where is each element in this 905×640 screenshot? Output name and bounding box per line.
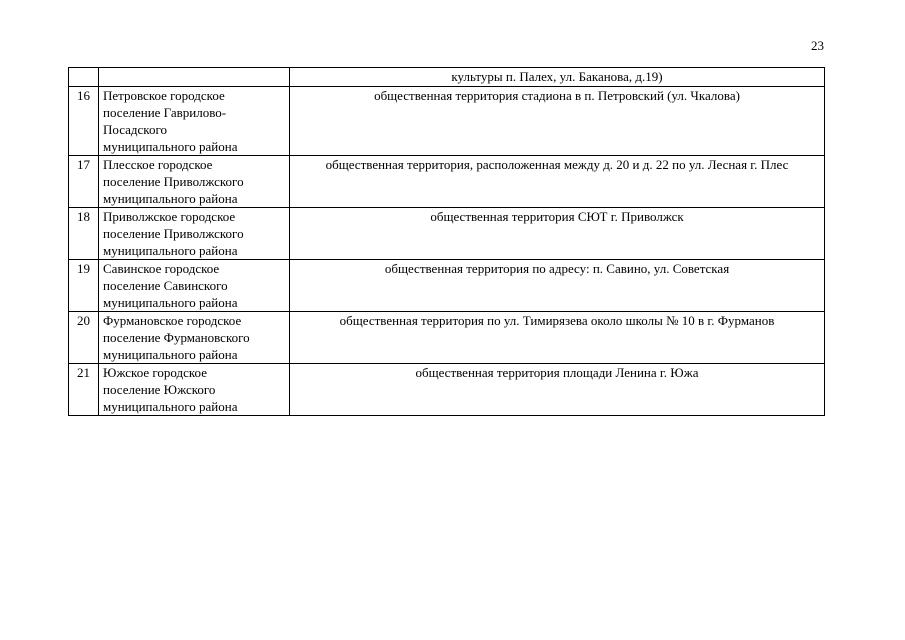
table-row	[69, 364, 825, 416]
table-row	[69, 156, 825, 208]
territory-description: общественная территория по адресу: п. Савино, ул. Советская	[290, 260, 825, 312]
table-row	[69, 260, 825, 312]
table-row	[69, 208, 825, 260]
row-number: 19	[69, 260, 99, 312]
municipality-name: Приволжское городское поселение Приволжского муниципального района	[99, 208, 290, 260]
territory-table	[68, 67, 825, 416]
table-row-continuation	[69, 68, 825, 87]
row-number: 18	[69, 208, 99, 260]
table-row	[69, 87, 825, 156]
municipality-name: Южское городское поселение Южского муниципального района	[99, 364, 290, 416]
municipality-name	[99, 68, 290, 87]
row-number: 20	[69, 312, 99, 364]
row-number: 16	[69, 87, 99, 156]
row-number	[69, 68, 99, 87]
territory-description: общественная территория стадиона в п. Петровский (ул. Чкалова)	[290, 87, 825, 156]
municipality-name: Фурмановское городское поселение Фурмановского муниципального района	[99, 312, 290, 364]
municipality-name: Петровское городское поселение Гаврилово- Посадского муниципального района	[99, 87, 290, 156]
municipality-name: Савинское городское поселение Савинского муниципального района	[99, 260, 290, 312]
territory-description: общественная территория, расположенная между д. 20 и д. 22 по ул. Лесная г. Плес	[290, 156, 825, 208]
municipality-name: Плесское городское поселение Приволжского муниципального района	[99, 156, 290, 208]
row-number: 21	[69, 364, 99, 416]
table-row	[69, 312, 825, 364]
territory-description: культуры п. Палех, ул. Баканова, д.19)	[290, 68, 825, 87]
territory-description: общественная территория площади Ленина г. Южа	[290, 364, 825, 416]
page-number: 23	[811, 38, 824, 53]
row-number: 17	[69, 156, 99, 208]
territory-description: общественная территория СЮТ г. Приволжск	[290, 208, 825, 260]
territory-description: общественная территория по ул. Тимирязева около школы № 10 в г. Фурманов	[290, 312, 825, 364]
